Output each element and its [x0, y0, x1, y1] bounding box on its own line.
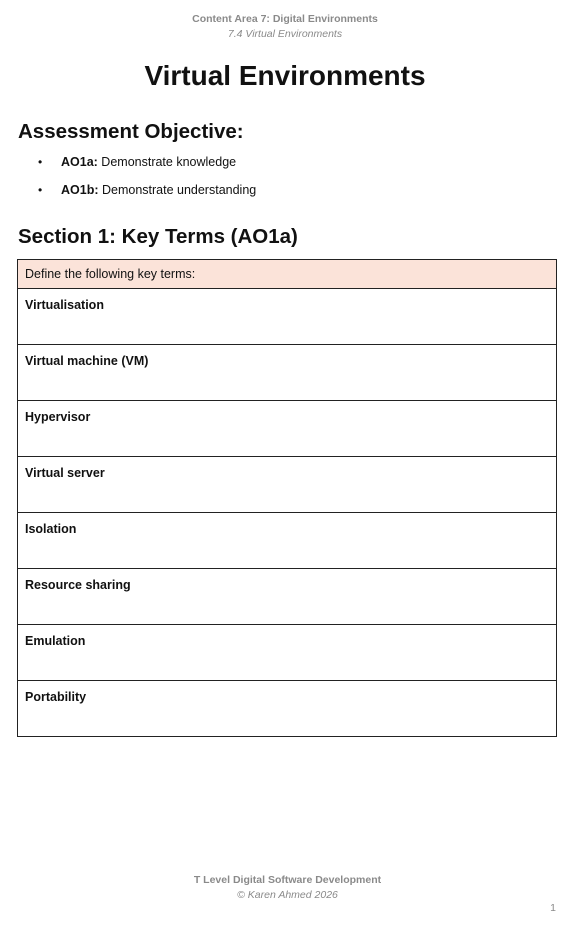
- key-terms-table: [17, 259, 557, 737]
- objective-code: AO1a:: [61, 155, 98, 169]
- term-answer-cell[interactable]: [18, 457, 557, 513]
- instruction-cell: Define the following key terms:: [18, 260, 557, 289]
- subsection-label: 7.4 Virtual Environments: [227, 28, 343, 40]
- term-answer-cell[interactable]: [18, 625, 557, 681]
- assessment-objective-item: [18, 180, 256, 208]
- section-1-heading: Section 1: Key Terms (AO1a): [18, 225, 298, 248]
- objective-text: Demonstrate knowledge: [97, 155, 237, 169]
- term-answer-cell[interactable]: [18, 345, 557, 401]
- term-answer-cell[interactable]: [18, 289, 557, 345]
- term-label: Emulation: [25, 634, 86, 648]
- term-label: Isolation: [25, 522, 77, 536]
- assessment-objective-item: [18, 152, 256, 180]
- bullet-icon: •: [38, 155, 43, 169]
- term-label: Portability: [25, 690, 87, 704]
- content-area-label: Content Area 7: Digital Environments: [192, 13, 378, 25]
- term-label: Virtualisation: [25, 298, 104, 312]
- term-row: [18, 513, 557, 569]
- term-row: [18, 289, 557, 345]
- page-number: 1: [550, 902, 556, 914]
- objective-code: AO1b:: [61, 183, 99, 197]
- term-label: Virtual machine (VM): [25, 354, 149, 368]
- term-label: Virtual server: [25, 466, 105, 480]
- document-title: Virtual Environments: [144, 60, 426, 91]
- term-row: [18, 569, 557, 625]
- term-answer-cell[interactable]: [18, 569, 557, 625]
- assessment-objective-list: [18, 152, 256, 208]
- term-row: [18, 401, 557, 457]
- term-row: [18, 345, 557, 401]
- instruction-row: [18, 260, 557, 289]
- term-answer-cell[interactable]: [18, 681, 557, 737]
- term-label: Hypervisor: [25, 410, 91, 424]
- term-label: Resource sharing: [25, 578, 131, 592]
- page-header: [0, 12, 570, 42]
- copyright-label: © Karen Ahmed 2026: [237, 889, 338, 901]
- assessment-objective-heading: Assessment Objective:: [18, 120, 244, 143]
- objective-text: Demonstrate understanding: [98, 183, 257, 197]
- term-answer-cell[interactable]: [18, 513, 557, 569]
- term-answer-cell[interactable]: [18, 401, 557, 457]
- page-footer: [0, 873, 570, 903]
- term-row: [18, 625, 557, 681]
- term-row: [18, 681, 557, 737]
- course-label: T Level Digital Software Development: [193, 874, 382, 886]
- term-row: [18, 457, 557, 513]
- bullet-icon: •: [38, 183, 43, 197]
